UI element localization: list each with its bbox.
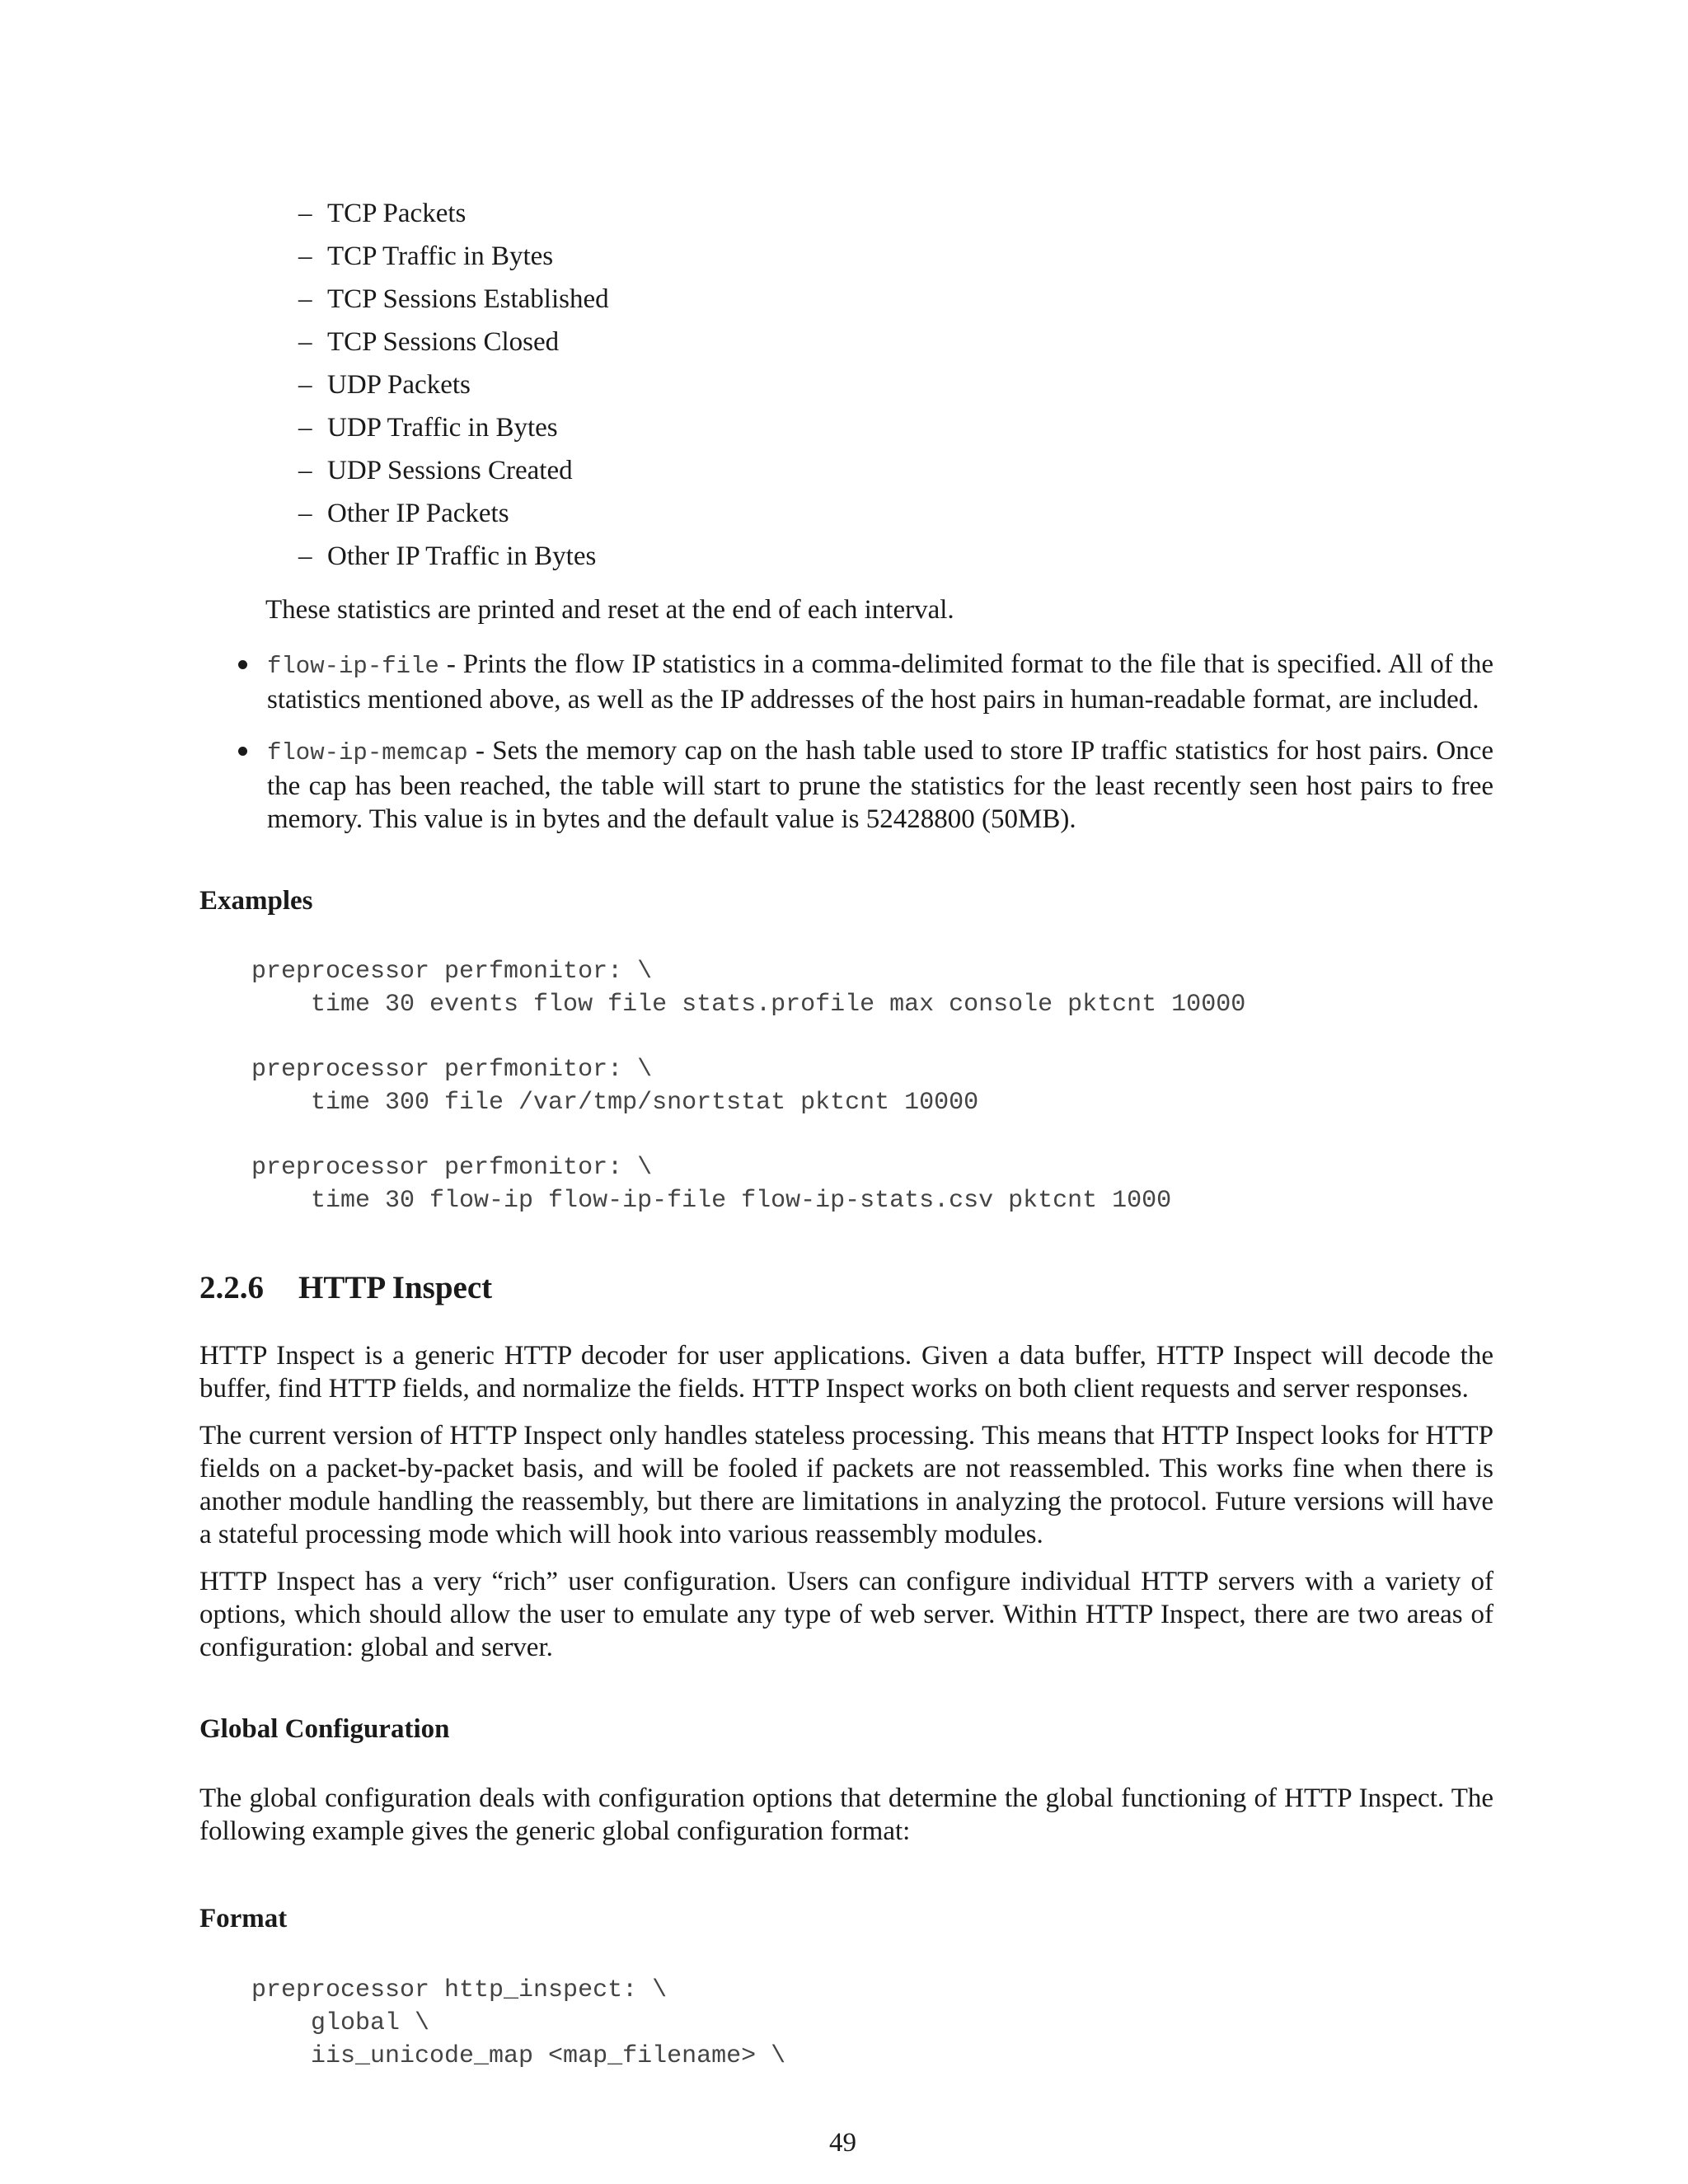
- section-heading: [199, 1269, 492, 1306]
- section-number: 2.2.6: [199, 1270, 264, 1305]
- paragraph: The current version of HTTP Inspect only handles stateless processing. This means that HTTP Inspect looks for HTTP fields on a packet-by-packet basis, and will be fooled if packets are not reassembled. This works fine when there is another module handling the reassembly, but there are limitations in analyzing the protocol. Future versions will have a stateful processing mode which will hook into various reassembly modules.: [199, 1421, 1493, 1549]
- code-line: time 30 flow-ip flow-ip-file flow-ip-stats.csv pktcnt 1000: [251, 1187, 1172, 1215]
- paragraph: HTTP Inspect is a generic HTTP decoder for user applications. Given a data buffer, HTTP Inspect will decode the buffer, find HTTP fields, and normalize the fields. HTTP Inspect works on both client requests and server responses.: [199, 1341, 1493, 1404]
- page-number: 49: [829, 2128, 856, 2158]
- list-item-text: TCP Sessions Established: [327, 284, 609, 314]
- dash-marker: –: [298, 241, 312, 271]
- option-description: - Sets the memory cap on the hash table used to store IP traffic statistics for host pairs. Once the cap has been reached, the table will start to prune the statistics for the least recently seen host pairs to free memory. This value is in bytes and the default value is 52428800 (50MB).: [267, 736, 1493, 834]
- dash-marker: –: [298, 284, 312, 314]
- paragraph: The global configuration deals with configuration options that determine the global functioning of HTTP Inspect. The following example gives the generic global configuration format:: [199, 1783, 1493, 1846]
- list-item-text: TCP Sessions Closed: [327, 327, 560, 357]
- dash-marker: –: [298, 327, 312, 357]
- option-code: flow-ip-memcap: [267, 739, 468, 766]
- global-config-heading: Global Configuration: [199, 1714, 450, 1744]
- paragraph: HTTP Inspect has a very “rich” user configuration. Users can configure individual HTTP servers with a variety of options, which should allow the user to emulate any type of web server. Within HTTP Inspect, there are two areas of configuration: global and server.: [199, 1567, 1493, 1662]
- code-line: time 30 events flow file stats.profile max console pktcnt 10000: [251, 991, 1246, 1019]
- bullet-flow-ip-memcap: [267, 734, 1493, 836]
- list-item-text: TCP Packets: [327, 199, 467, 228]
- examples-heading: Examples: [199, 886, 313, 916]
- bullet-marker: [238, 747, 247, 756]
- bullet-flow-ip-file: [267, 648, 1493, 716]
- list-item-text: Other IP Traffic in Bytes: [327, 541, 597, 571]
- code-line: preprocessor http_inspect: \: [251, 1976, 668, 2004]
- section-title: HTTP Inspect: [298, 1270, 493, 1305]
- dash-marker: –: [298, 456, 312, 485]
- dash-marker: –: [298, 413, 312, 443]
- dash-marker: –: [298, 199, 312, 228]
- list-item-text: TCP Traffic in Bytes: [327, 241, 554, 271]
- code-line: time 300 file /var/tmp/snortstat pktcnt 10000: [251, 1089, 979, 1117]
- option-code: flow-ip-file: [267, 653, 439, 680]
- list-item-text: UDP Packets: [327, 370, 471, 400]
- code-line: preprocessor perfmonitor: \: [251, 1154, 653, 1182]
- dash-marker: –: [298, 370, 312, 400]
- option-description: - Prints the flow IP statistics in a comma-delimited format to the file that is specified. All of the statistics mentioned above, as well as the IP addresses of the host pairs in human-readable format, are included.: [267, 649, 1493, 715]
- format-heading: Format: [199, 1904, 288, 1933]
- dash-marker: –: [298, 541, 312, 571]
- list-item-text: Other IP Packets: [327, 499, 509, 528]
- list-item-text: UDP Traffic in Bytes: [327, 413, 558, 443]
- statistics-note: These statistics are printed and reset at the end of each interval.: [265, 595, 954, 625]
- bullet-marker: [238, 660, 247, 669]
- code-line: preprocessor perfmonitor: \: [251, 1056, 653, 1084]
- code-line: global \: [251, 2009, 430, 2037]
- code-line: preprocessor perfmonitor: \: [251, 958, 653, 986]
- dash-marker: –: [298, 499, 312, 528]
- code-line: iis_unicode_map <map_filename> \: [251, 2042, 786, 2070]
- list-item-text: UDP Sessions Created: [327, 456, 573, 485]
